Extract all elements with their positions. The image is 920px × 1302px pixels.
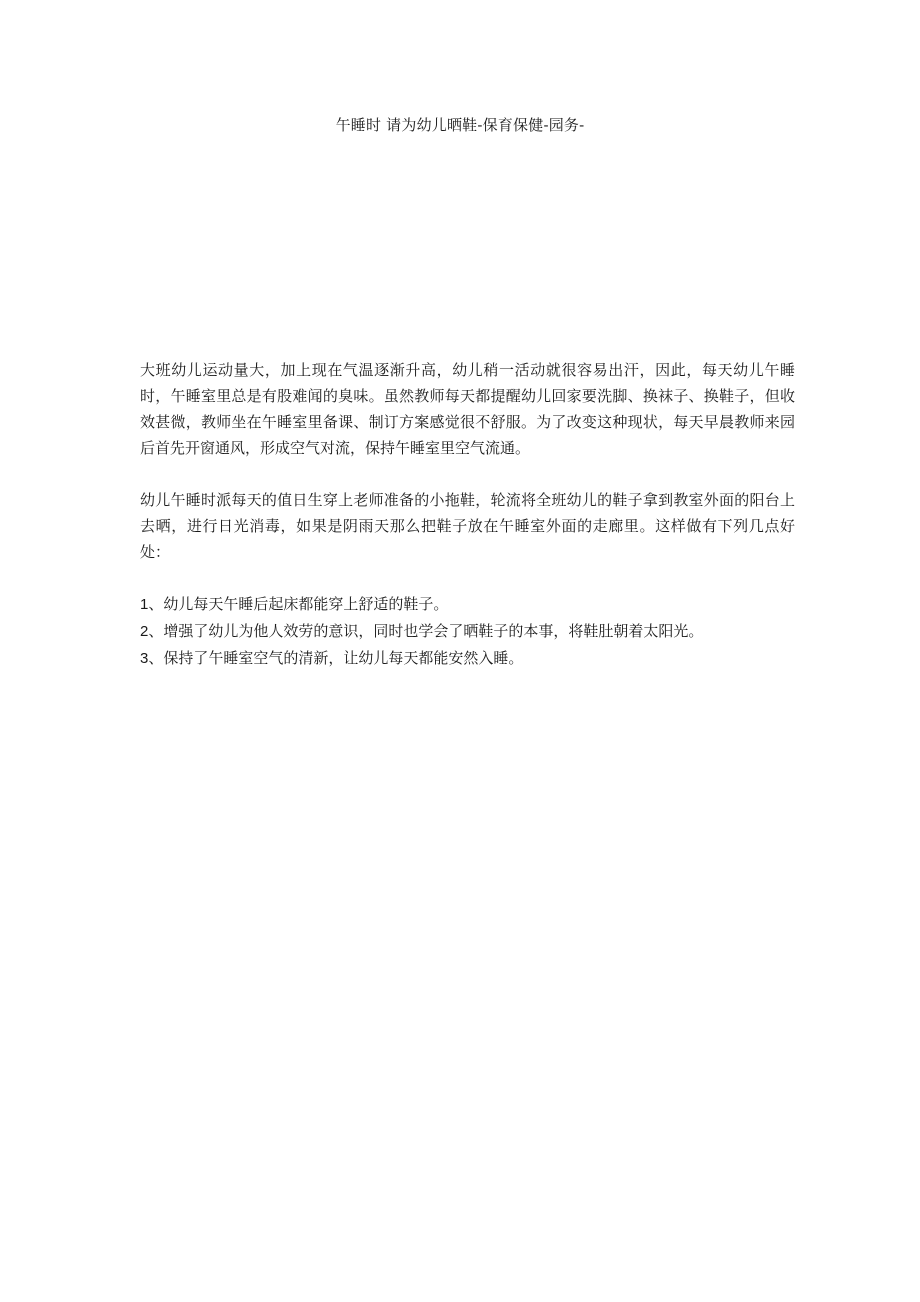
document-body bbox=[140, 357, 795, 672]
paragraph-2: 幼儿午睡时派每天的值日生穿上老师准备的小拖鞋，轮流将全班幼儿的鞋子拿到教室外面的阳台上去晒，进行日光消毒，如果是阴雨天那么把鞋子放在午睡室外面的走廊里。这样做有下列几点好处： bbox=[140, 491, 795, 561]
list-item-number: 2、 bbox=[140, 623, 164, 640]
list-item bbox=[140, 591, 795, 618]
paragraph-1: 大班幼儿运动量大，加上现在气温逐渐升高，幼儿稍一活动就很容易出汗，因此，每天幼儿午睡时，午睡室里总是有股难闻的臭味。虽然教师每天都提醒幼儿回家要洗脚、换袜子、换鞋子，但收效甚微，教师坐在午睡室里备课、制订方案感觉很不舒服。为了改变这种现状，每天早晨教师来园后首先开窗通风，形成空气对流，保持午睡室里空气流通。 bbox=[140, 361, 795, 457]
list-item-text: 幼儿每天午睡后起床都能穿上舒适的鞋子。 bbox=[163, 595, 449, 613]
benefits-list bbox=[140, 591, 795, 672]
list-item-text: 保持了午睡室空气的清新，让幼儿每天都能安然入睡。 bbox=[163, 649, 524, 667]
document-title: 午睡时 请为幼儿晒鞋-保育保健-园务- bbox=[335, 116, 585, 134]
list-item-number: 1、 bbox=[140, 596, 164, 613]
list-item bbox=[140, 645, 795, 672]
list-item bbox=[140, 618, 795, 645]
list-item-number: 3、 bbox=[140, 650, 164, 667]
list-item-text: 增强了幼儿为他人效劳的意识，同时也学会了晒鞋子的本事，将鞋肚朝着太阳光。 bbox=[163, 622, 704, 640]
